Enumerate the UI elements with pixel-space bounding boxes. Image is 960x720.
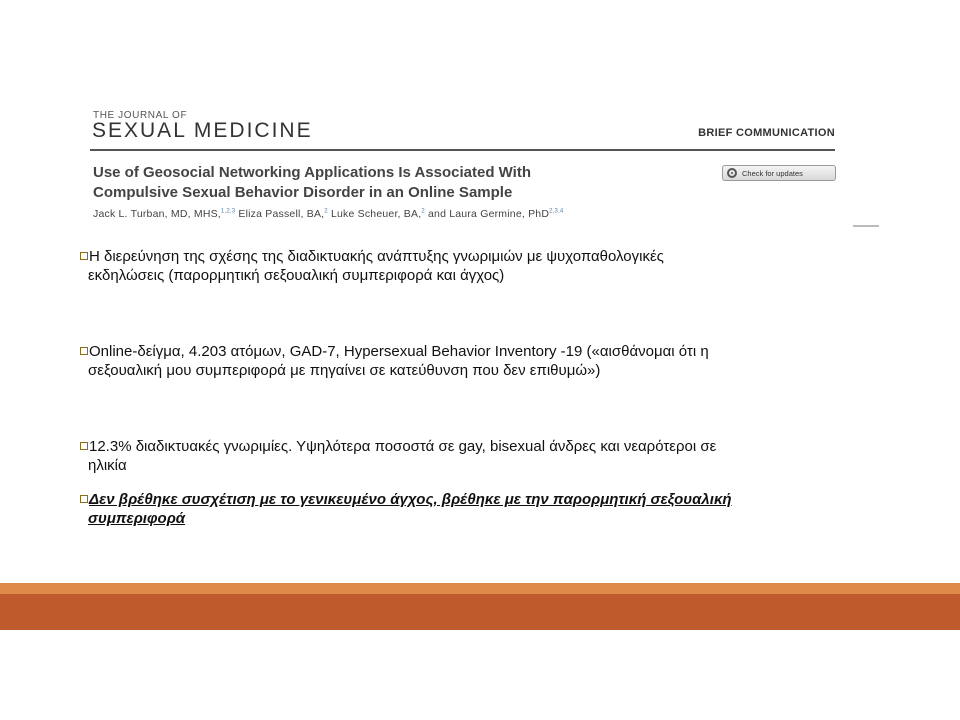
bullet-item — [80, 247, 870, 285]
journal-of-label: THE JOURNAL OF — [93, 110, 188, 121]
bullet-text-line-1: Η διερεύνηση της σχέσης της διαδικτυακής ανάπτυξης γνωριμιών με ψυχοπαθολογικές — [89, 248, 664, 265]
author-name: Eliza Passell, BA, — [235, 208, 325, 220]
checkbox-bullet-icon — [80, 252, 88, 260]
bullet-text-line-2: σεξουαλική μου συμπεριφορά με πηγαίνει σε κατεύθυνση που δεν επιθυμώ») — [88, 362, 601, 379]
article-title-line-2: Compulsive Sexual Behavior Disorder in an Online Sample — [93, 184, 513, 201]
bullet-text-line-2: εκδηλώσεις (παρορμητική σεξουαλική συμπεριφορά και άγχος) — [88, 267, 505, 284]
checkbox-bullet-icon — [80, 347, 88, 355]
bullet-item — [80, 437, 870, 475]
article-title-line-1: Use of Geosocial Networking Applications Is Associated With — [93, 164, 532, 181]
check-for-updates-label: Check for updates — [742, 168, 803, 178]
bullet-text-line-2: ηλικία — [88, 457, 127, 474]
checkbox-bullet-icon — [80, 442, 88, 450]
bullet-text-line-1: Δεν βρέθηκε συσχέτιση με το γενικευμένο άγχος, βρέθηκε με την παρορμητική σεξουαλική — [89, 491, 732, 508]
author-affiliation: 2,3,4 — [549, 208, 564, 215]
bullet-item — [80, 342, 870, 380]
author-name: Jack L. Turban, MD, MHS, — [93, 208, 221, 220]
footer-accent-stripe — [0, 583, 960, 594]
bullet-text-line-2: συμπεριφορά — [88, 510, 186, 527]
author-affiliation: 2 — [421, 208, 425, 215]
header-divider — [90, 149, 835, 151]
section-label: BRIEF COMMUNICATION — [698, 127, 835, 139]
journal-name: SEXUAL MEDICINE — [92, 119, 313, 142]
header-edge-line — [853, 225, 879, 227]
author-list — [93, 208, 563, 220]
checkbox-bullet-icon — [80, 495, 88, 503]
author-name: Luke Scheuer, BA, — [327, 208, 422, 220]
crossmark-icon — [727, 168, 737, 178]
article-header-image — [90, 105, 880, 230]
bullet-text-line-1: 12.3% διαδικτυακές γνωριμίες. Υψηλότερα ποσοστά σε gay, bisexual άνδρες και νεαρότεροι σε — [89, 438, 717, 455]
author-affiliation: 1,2,3 — [220, 208, 236, 215]
author-affiliation: 2 — [324, 208, 328, 215]
author-name: and Laura Germine, PhD — [424, 208, 550, 220]
bullet-text-line-1: Online-δείγμα, 4.203 ατόμων, GAD-7, Hypersexual Behavior Inventory -19 («αισθάνομαι ότι η — [89, 343, 709, 360]
article-title — [93, 163, 713, 203]
bullet-item-emphasis — [80, 490, 870, 528]
check-for-updates-button[interactable] — [722, 165, 836, 181]
footer-bar — [0, 594, 960, 630]
